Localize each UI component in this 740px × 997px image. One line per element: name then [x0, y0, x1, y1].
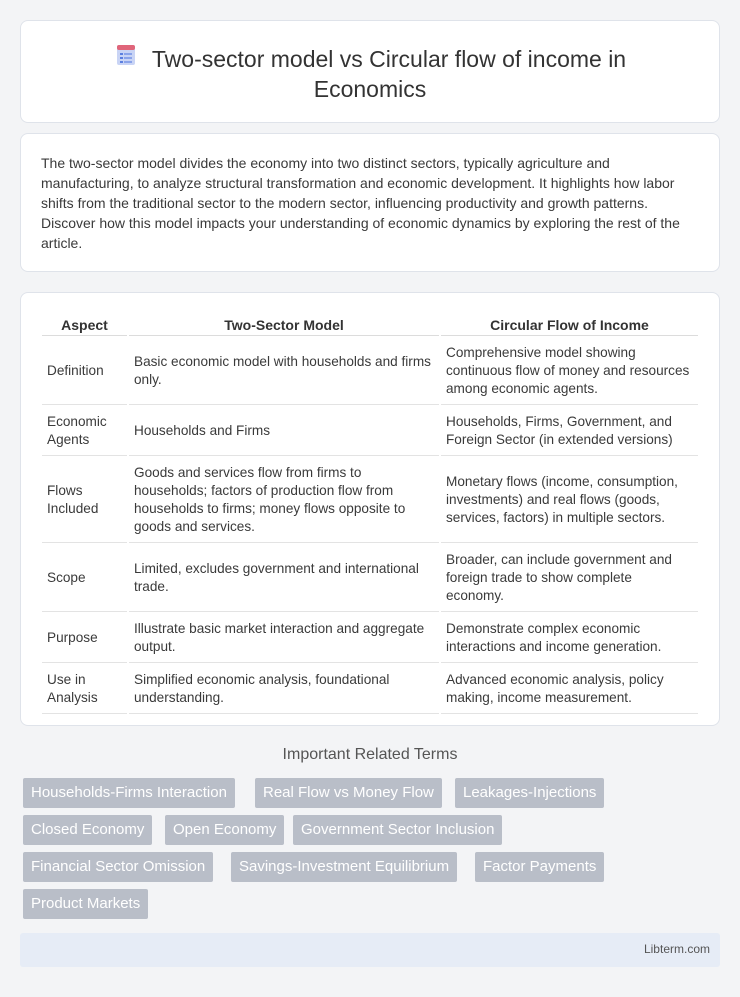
cell-aspect: Economic Agents [42, 407, 127, 456]
table-row [42, 338, 698, 405]
related-terms-title: Important Related Terms [282, 746, 458, 763]
intro-card [20, 133, 720, 272]
title-line-1-wrap [114, 45, 626, 75]
cell-circular-flow: Monetary flows (income, consumption, investments) and real flows (goods, services, factors) in multiple sectors. [441, 458, 698, 543]
tag-product-markets[interactable]: Product Markets [23, 889, 148, 919]
table-header-row [42, 313, 698, 336]
cell-two-sector: Limited, excludes government and international trade. [129, 545, 439, 612]
cell-two-sector: Simplified economic analysis, foundational understanding. [129, 665, 439, 714]
cell-two-sector: Illustrate basic market interaction and aggregate output. [129, 614, 439, 663]
footer [20, 933, 720, 967]
cell-aspect: Scope [42, 545, 127, 612]
tag-savings-investment-equilibrium[interactable]: Savings-Investment Equilibrium [231, 852, 457, 882]
page-title-line-2: Economics [313, 75, 427, 102]
tag-government-sector-inclusion[interactable]: Government Sector Inclusion [293, 815, 502, 845]
table-row [42, 545, 698, 612]
cell-circular-flow: Comprehensive model showing continuous flow of money and resources among economic agents. [441, 338, 698, 405]
header-card [20, 20, 720, 123]
tag-financial-sector-omission[interactable]: Financial Sector Omission [23, 852, 213, 882]
cell-aspect: Use in Analysis [42, 665, 127, 714]
cell-circular-flow: Demonstrate complex economic interactions and income generation. [441, 614, 698, 663]
cell-circular-flow: Broader, can include government and foreign trade to show complete economy. [441, 545, 698, 612]
header-aspect: Aspect [42, 313, 127, 336]
cell-circular-flow: Households, Firms, Government, and Foreign Sector (in extended versions) [441, 407, 698, 456]
tag-factor-payments[interactable]: Factor Payments [475, 852, 604, 882]
cell-two-sector: Households and Firms [129, 407, 439, 456]
cell-aspect: Purpose [42, 614, 127, 663]
cell-aspect: Definition [42, 338, 127, 405]
intro-paragraph: The two-sector model divides the economy into two distinct sectors, typically agriculture and manufacturing, to analyze structural transformation and economic development. It highlights how labor shifts from the traditional sector to the modern sector, influencing productivity and growth patterns. Discover how this model impacts your understanding of economic dynamics by exploring the rest of the article. [41, 155, 680, 251]
header-circular-flow: Circular Flow of Income [441, 313, 698, 336]
tag-leakages-injections[interactable]: Leakages-Injections [455, 778, 604, 808]
tag-real-flow-vs-money-flow[interactable]: Real Flow vs Money Flow [255, 778, 442, 808]
tag-open-economy[interactable]: Open Economy [165, 815, 284, 845]
document-icon [114, 43, 138, 67]
cell-aspect: Flows Included [42, 458, 127, 543]
footer-site-link[interactable]: Libterm.com [643, 942, 710, 956]
cell-two-sector: Goods and services flow from firms to households; factors of production flow from households to firms; money flows opposite to goods and services. [129, 458, 439, 543]
cell-circular-flow: Advanced economic analysis, policy making, income measurement. [441, 665, 698, 714]
comparison-table-card [20, 292, 720, 726]
tag-households-firms-interaction[interactable]: Households-Firms Interaction [23, 778, 235, 808]
header-two-sector: Two-Sector Model [129, 313, 439, 336]
table-row [42, 665, 698, 714]
table-row [42, 614, 698, 663]
table-row [42, 407, 698, 456]
page-title-line-1: Two-sector model vs Circular flow of income in [151, 46, 627, 72]
cell-two-sector: Basic economic model with households and firms only. [129, 338, 439, 405]
tag-closed-economy[interactable]: Closed Economy [23, 815, 152, 845]
table-row [42, 458, 698, 543]
comparison-table [40, 311, 700, 716]
